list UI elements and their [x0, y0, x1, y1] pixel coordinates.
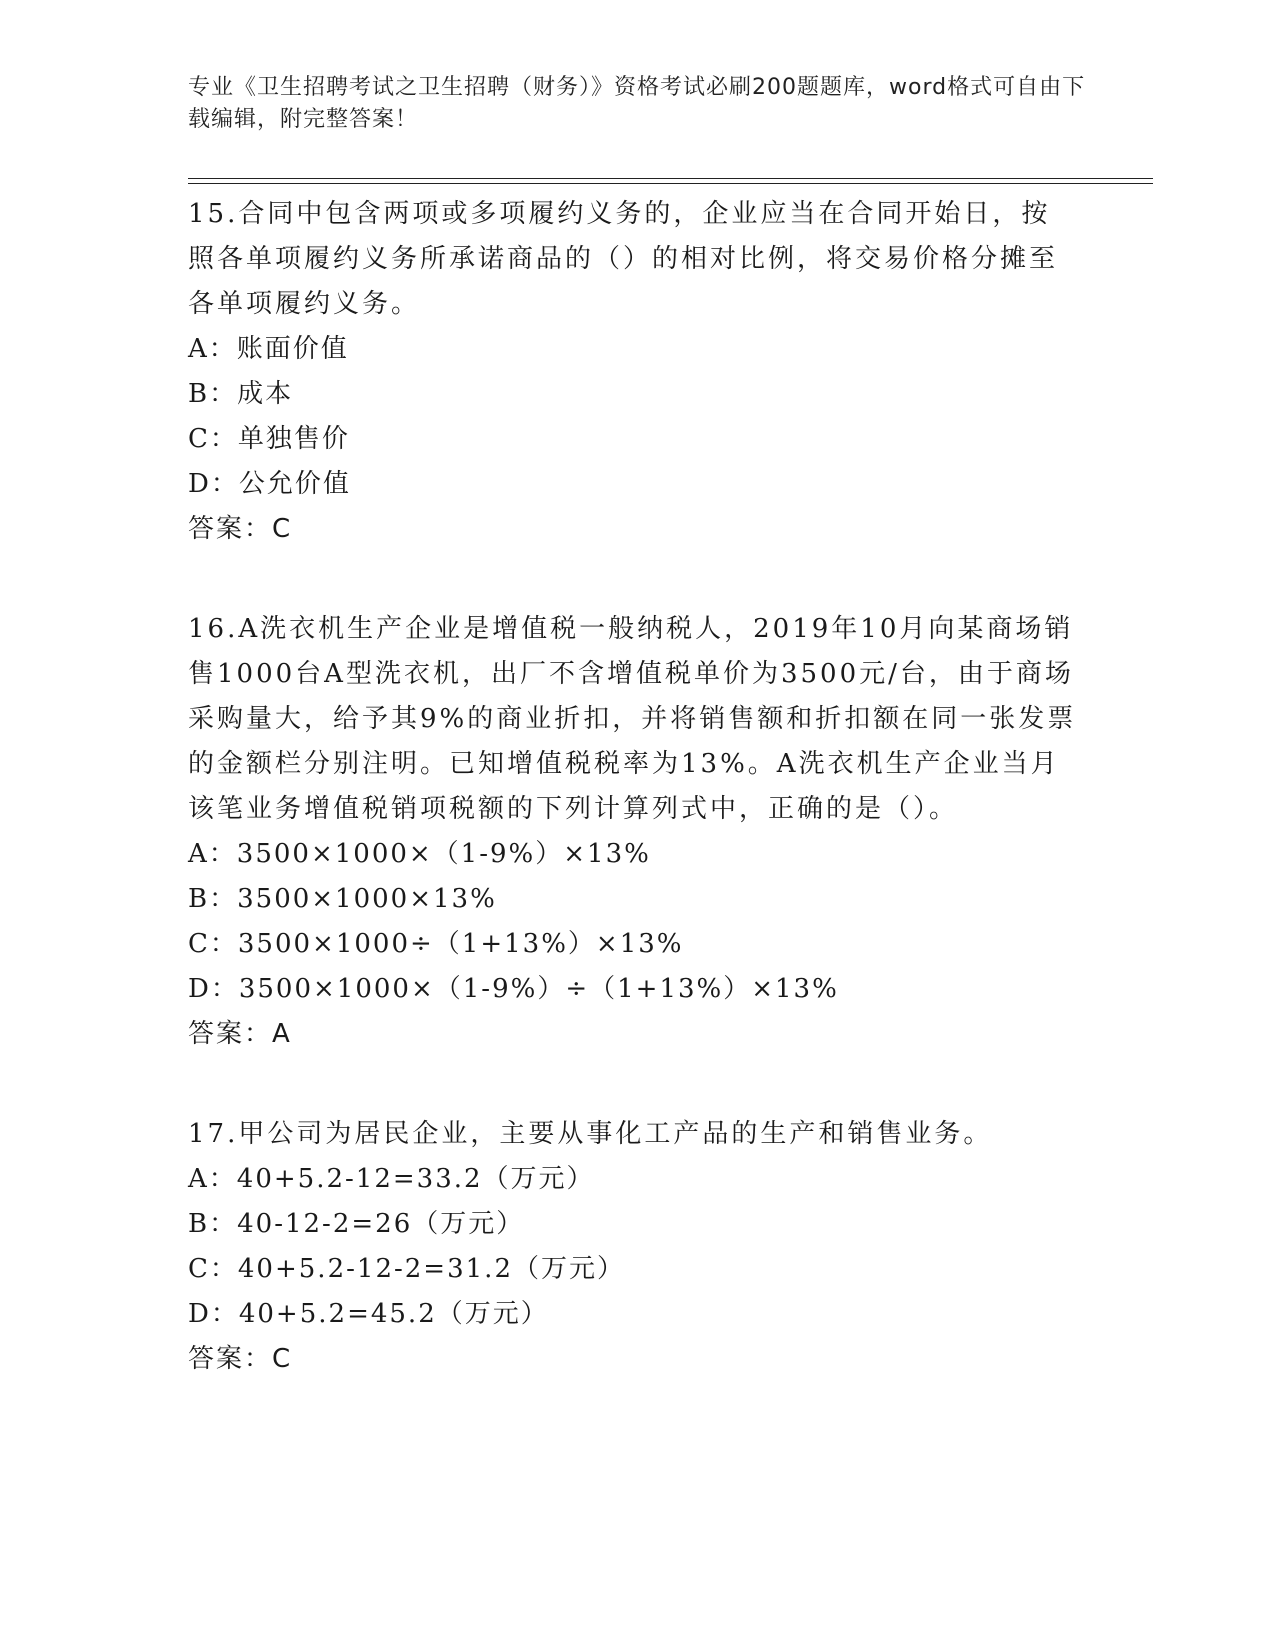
- option-b: B：成本: [188, 379, 294, 409]
- option-d: D：公允价值: [188, 469, 351, 499]
- option-a: A：40+5.2-12=33.2（万元）: [188, 1164, 595, 1194]
- option-a: A：3500×1000×（1-9%）×13%: [188, 839, 651, 869]
- option-c: C：单独售价: [188, 424, 350, 454]
- header-rule-bottom: [188, 183, 1153, 184]
- question-text: 17.甲公司为居民企业，主要从事化工产品的生产和销售业务。: [188, 1119, 993, 1149]
- question-text: 15.合同中包含两项或多项履约义务的，企业应当在合同开始日，按照各单项履约义务所承诺商品的（）的相对比例，将交易价格分摊至各单项履约义务。: [188, 199, 1059, 319]
- document-header: 专业《卫生招聘考试之卫生招聘（财务）》资格考试必刷200题题库，word格式可自由下载编辑，附完整答案！: [188, 75, 1086, 132]
- question-15: [188, 192, 1078, 552]
- header-rule-top: [188, 178, 1153, 179]
- spacer: [188, 1057, 1078, 1112]
- option-a: A：账面价值: [188, 334, 349, 364]
- answer-line: 答案：C: [188, 514, 293, 544]
- question-text: 16.A洗衣机生产企业是增值税一般纳税人，2019年10月向某商场销售1000台A型洗衣机，出厂不含增值税单价为3500元/台，由于商场采购量大，给予其9%的商业折扣，并将销售额和折扣额在同一张发票的金额栏分别注明。已知增值税税率为13%。A洗衣机生产企业当月该笔业务增值税销项税额的下列计算列式中，正确的是（）。: [188, 614, 1077, 824]
- option-d: D：3500×1000×（1-9%）÷（1+13%）×13%: [188, 974, 839, 1004]
- option-b: B：3500×1000×13%: [188, 884, 497, 914]
- answer-line: 答案：C: [188, 1344, 293, 1374]
- option-c: C：40+5.2-12-2=31.2（万元）: [188, 1254, 625, 1284]
- question-17: [188, 1112, 1078, 1382]
- question-16: [188, 607, 1078, 1057]
- spacer: [188, 552, 1078, 607]
- option-b: B：40-12-2=26（万元）: [188, 1209, 525, 1239]
- option-c: C：3500×1000÷（1+13%）×13%: [188, 929, 684, 959]
- answer-line: 答案：A: [188, 1019, 292, 1049]
- question-list: [188, 192, 1078, 1382]
- option-d: D：40+5.2=45.2（万元）: [188, 1299, 549, 1329]
